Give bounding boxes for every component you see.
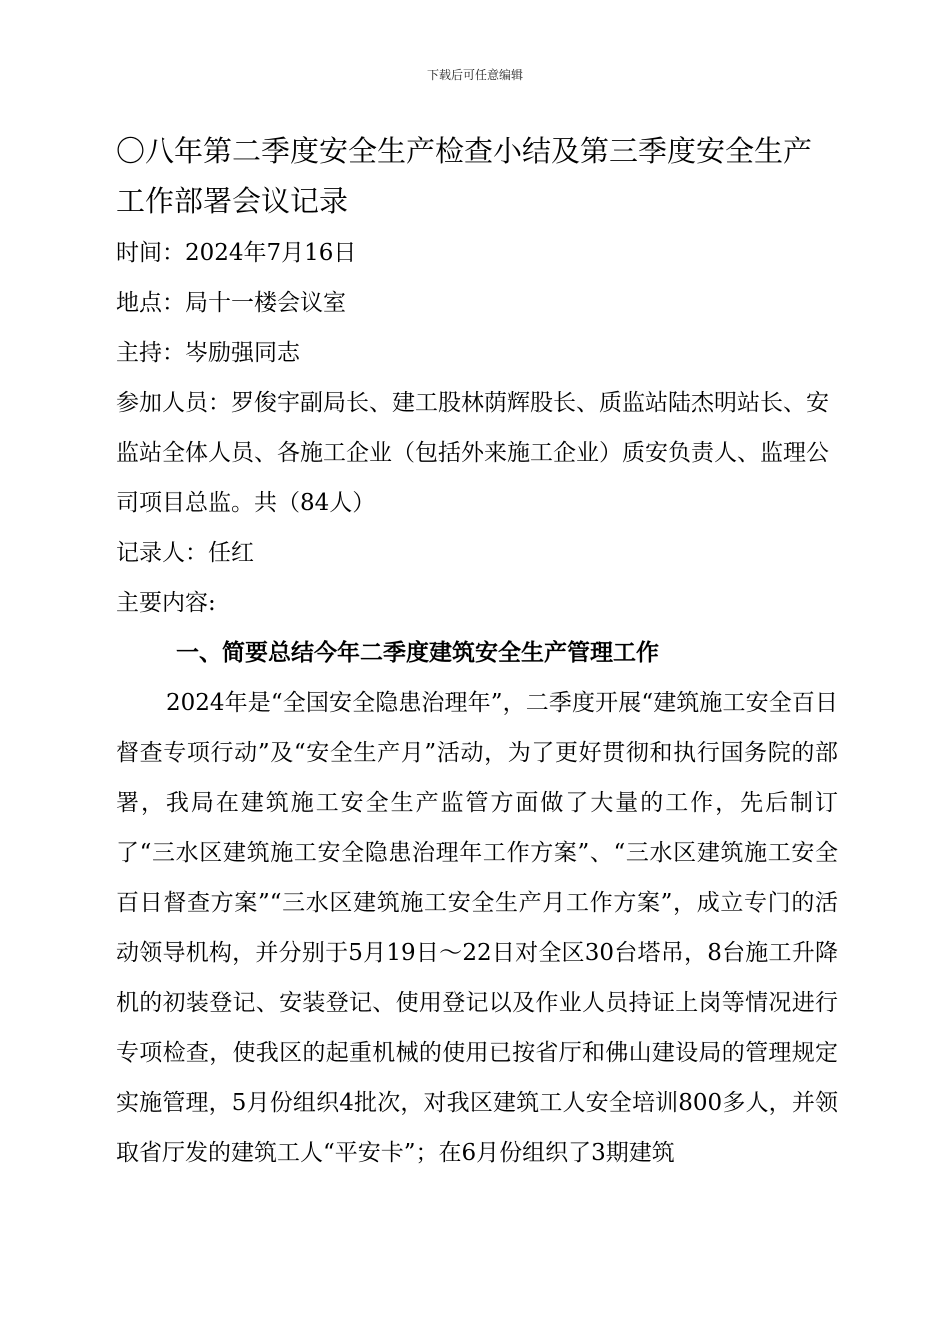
document-title: 〇八年第二季度安全生产检查小结及第三季度安全生产工作部署会议记录 xyxy=(116,134,813,218)
meeting-attendees: 参加人员：罗俊宇副局长、建工股林荫辉股长、质监站陆杰明站长、安监站全体人员、各施工企业（包括外来施工企业）质安负责人、监理公司项目总监。共（84人） xyxy=(116,390,829,516)
section-1-body: 2024年是“全国安全隐患治理年”，二季度开展“建筑施工安全百日督查专项行动”及“安全生产月”活动，为了更好贯彻和执行国务院的部署，我局在建筑施工安全生产监管方面做了大量的工作，先后制订了“三水区建筑施工安全隐患治理年工作方案”、“三水区建筑施工安全百日督查方案”“三水区建筑施工安全生产月工作方案”，成立专门的活动领导机构，并分别于5月19日～22日对全区30台塔吊，8台施工升降机的初装登记、安装登记、使用登记以及作业人员持证上岗等情况进行专项检查，使我区的起重机械的使用已按省厅和佛山建设局的管理规定实施管理，5月份组织4批次，对我区建筑工人安全培训800多人，并领取省厅发的建筑工人“平安卡”；在6月份组织了3期建筑 xyxy=(116,690,838,1166)
section-1-heading: 一、简要总结今年二季度建筑安全生产管理工作 xyxy=(176,640,659,666)
meeting-time: 时间：2024年7月16日 xyxy=(116,240,357,266)
meeting-recorder: 记录人：任红 xyxy=(116,540,254,566)
meeting-host: 主持：岑励强同志 xyxy=(116,340,300,366)
header-note: 下载后可任意编辑 xyxy=(426,68,523,82)
main-content-label: 主要内容: xyxy=(116,590,216,616)
document-content xyxy=(116,126,838,1178)
meeting-location: 地点：局十一楼会议室 xyxy=(116,290,346,316)
